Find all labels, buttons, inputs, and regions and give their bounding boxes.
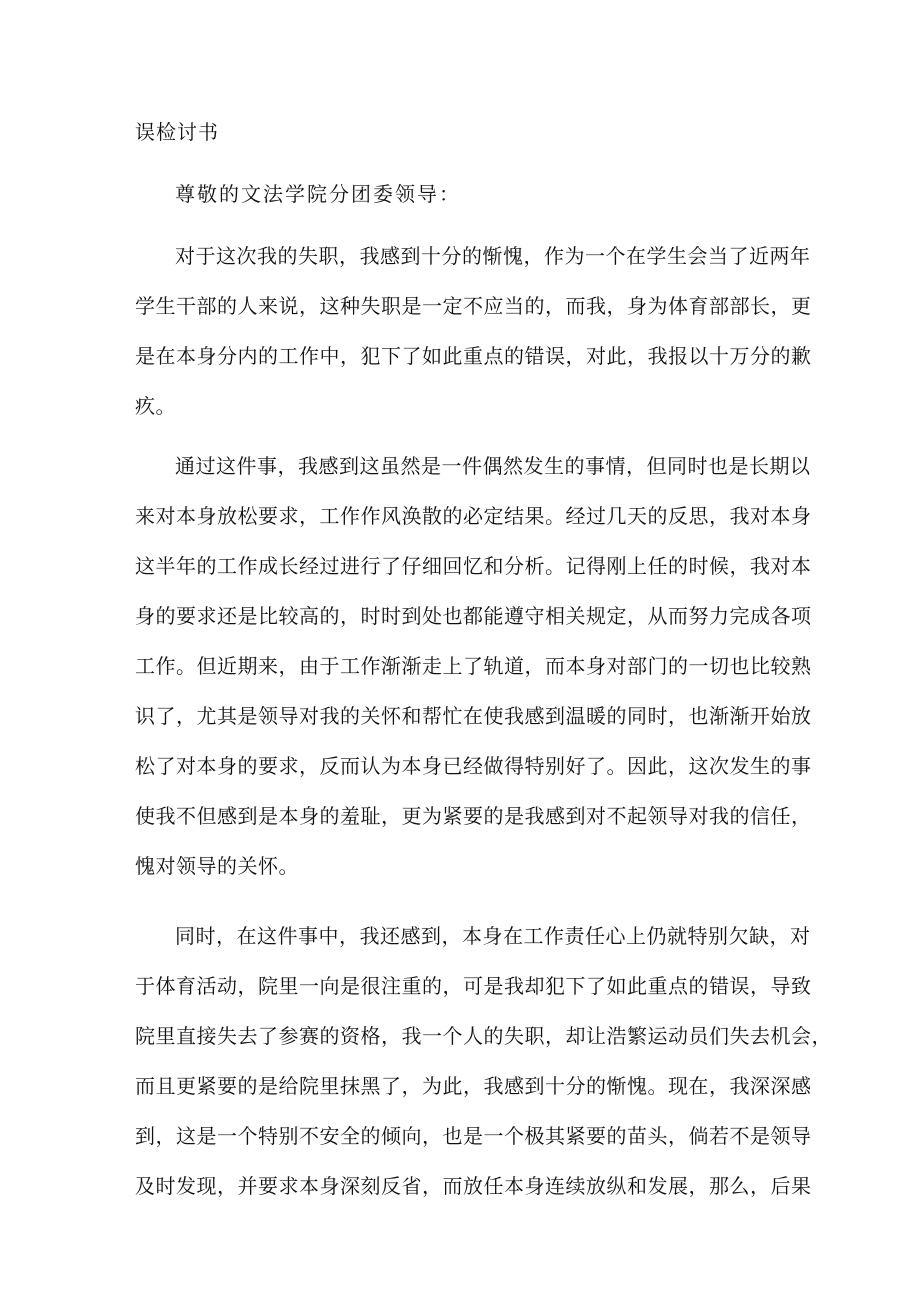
text-line: 学生干部的人来说，这种失职是一定不应当的，而我，身为体育部部长，更 xyxy=(135,294,812,318)
text-line: 来对本身放松要求，工作作风涣散的必定结果。经过几天的反思，我对本身 xyxy=(135,504,812,528)
salutation: 尊敬的文法学院分团委领导： xyxy=(175,182,461,206)
text-line: 于体育活动，院里一向是很注重的，可是我却犯下了如此重点的错误，导致 xyxy=(135,974,812,998)
text-line: 这半年的工作成长经过进行了仔细回忆和分析。记得刚上任的时候，我对本 xyxy=(135,554,812,578)
text-line: 而且更紧要的是给院里抹黑了，为此，我感到十分的惭愧。现在，我深深感 xyxy=(135,1074,812,1098)
text-line: 松了对本身的要求，反而认为本身已经做得特别好了。因此，这次发生的事 xyxy=(135,754,812,778)
text-line: 是在本身分内的工作中，犯下了如此重点的错误，对此，我报以十万分的歉 xyxy=(135,344,812,368)
text-line: 到，这是一个特别不安全的倾向，也是一个极其紧要的苗头，倘若不是领导 xyxy=(135,1124,812,1148)
text-line: 识了，尤其是领导对我的关怀和帮忙在使我感到温暖的同时，也渐渐开始放 xyxy=(135,704,812,728)
text-line: 使我不但感到是本身的羞耻，更为紧要的是我感到对不起领导对我的信任， xyxy=(135,804,812,828)
document-title: 误检讨书 xyxy=(135,120,219,144)
text-line: 疚。 xyxy=(135,394,176,418)
text-line: 院里直接失去了参赛的资格，我一个人的失职，却让浩繁运动员们失去机会， xyxy=(135,1024,832,1048)
text-line: 工作。但近期来，由于工作渐渐走上了轨道，而本身对部门的一切也比较熟 xyxy=(135,654,812,678)
text-line: 对于这次我的失职，我感到十分的惭愧，作为一个在学生会当了近两年 xyxy=(175,244,811,268)
text-line: 通过这件事，我感到这虽然是一件偶然发生的事情，但同时也是长期以 xyxy=(175,454,811,478)
text-line: 同时，在这件事中，我还感到，本身在工作责任心上仍就特别欠缺，对 xyxy=(175,924,811,948)
text-line: 愧对领导的关怀。 xyxy=(135,854,299,878)
text-line: 及时发现，并要求本身深刻反省，而放任本身连续放纵和发展，那么，后果 xyxy=(135,1174,812,1198)
text-line: 身的要求还是比较高的，时时到处也都能遵守相关规定，从而努力完成各项 xyxy=(135,604,812,628)
